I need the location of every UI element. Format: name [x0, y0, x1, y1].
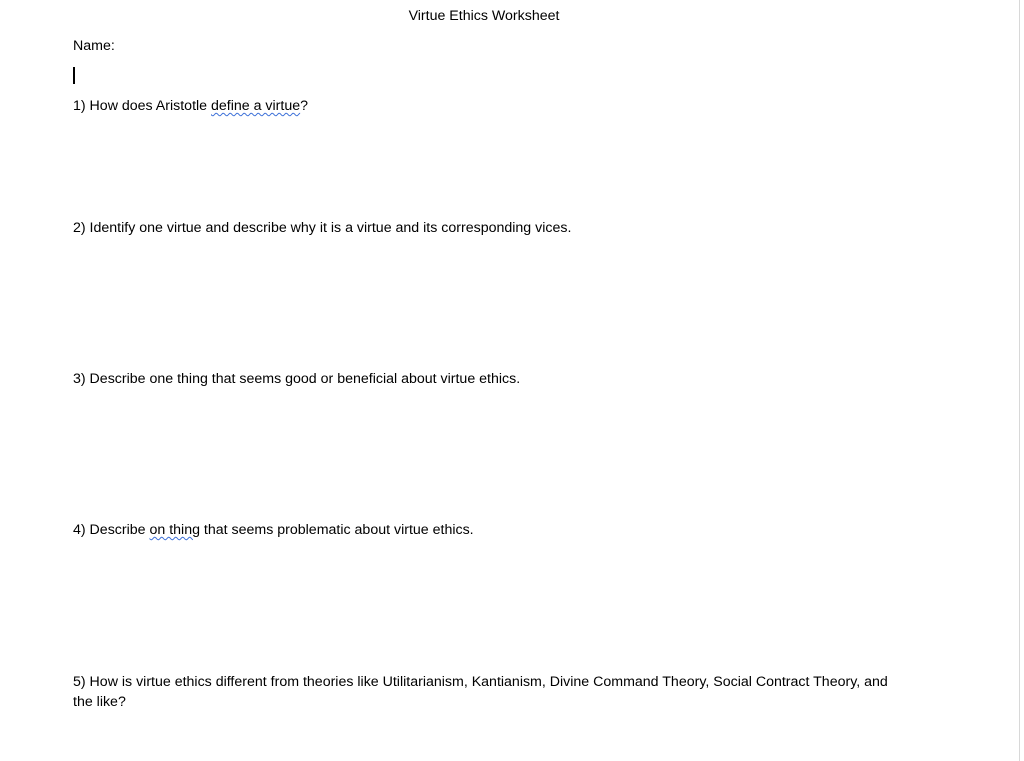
spellcheck-flagged-phrase[interactable]: on thing: [149, 522, 200, 538]
question-1-text-end: ?: [300, 98, 309, 114]
text-cursor: [73, 67, 75, 84]
name-label: Name:: [73, 38, 115, 54]
question-5: 5) How is virtue ethics different from theories like Utilitarianism, Kantianism, Divine Command Theory, Social Contract Theory, and the like?: [73, 674, 888, 710]
question-4-text: 4) Describe: [73, 522, 150, 538]
question-3: 3) Describe one thing that seems good or beneficial about virtue ethics.: [73, 371, 521, 387]
question-4: [73, 520, 474, 540]
document-title: Virtue Ethics Worksheet: [408, 8, 560, 24]
question-1-text: 1) How does Aristotle: [73, 98, 211, 114]
page-edge-divider: [1019, 0, 1024, 761]
question-2: 2) Identify one virtue and describe why it is a virtue and its corresponding vices.: [73, 220, 572, 236]
spellcheck-flagged-phrase[interactable]: define a virtue: [211, 98, 301, 114]
question-1: [73, 96, 308, 116]
question-4-text-end: that seems problematic about virtue ethics.: [199, 522, 474, 538]
